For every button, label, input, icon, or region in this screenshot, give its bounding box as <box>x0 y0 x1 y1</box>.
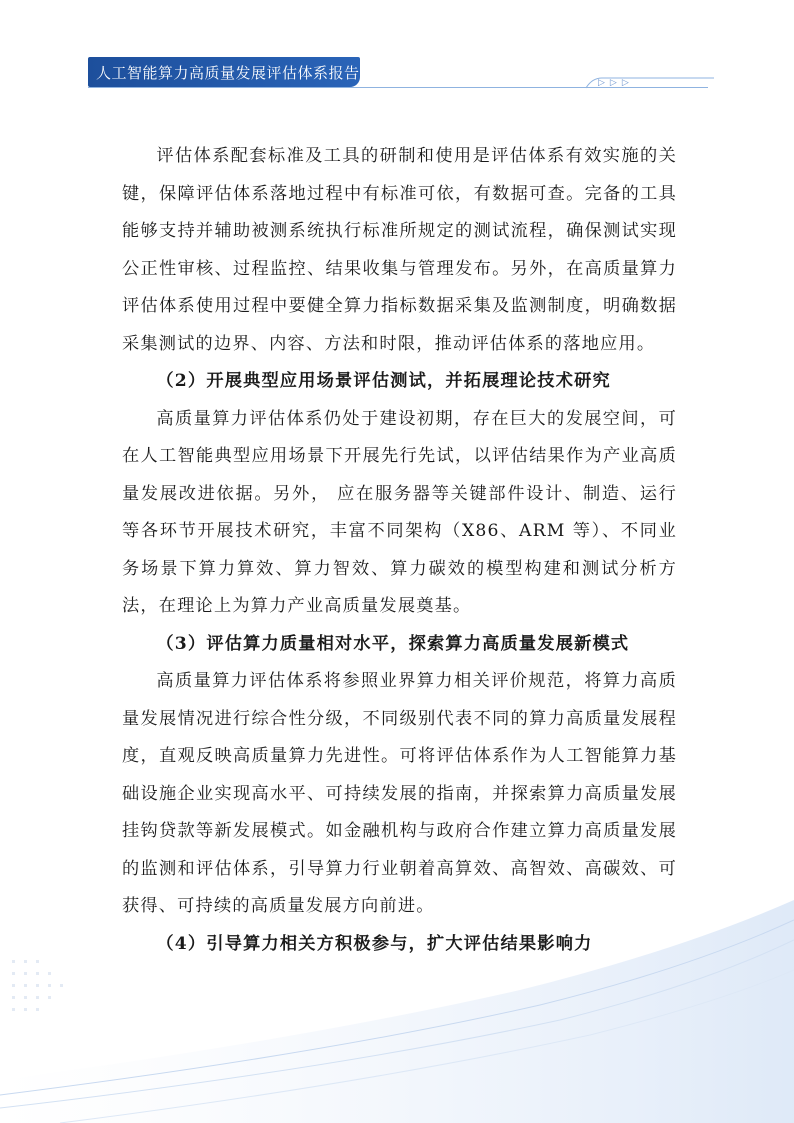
section-heading-4: （4）引导算力相关方积极参与，扩大评估结果影响力 <box>156 933 593 954</box>
header-arrows-icon: ▷▷▷ <box>598 78 634 88</box>
document-body <box>122 138 677 963</box>
section-heading-3: （3）评估算力质量相对水平，探索算力高质量发展新模式 <box>156 633 630 654</box>
report-title: 人工智能算力高质量发展评估体系报告 <box>96 64 360 82</box>
paragraph-application-testing: 高质量算力评估体系仍处于建设初期，存在巨大的发展空间，可在人工智能典型应用场景下开展先行先试，以评估结果作为产业高质量发展改进依据。另外， 应在服务器等关键部件设计、制造、运行等各环节开展技术研究，丰富不同架构（X86、ARM 等）、不同业务场景下算力算效、算力智效、算力碳效的模型构建和测试分析方法，在理论上为算力产业高质量发展奠基。 <box>122 408 677 616</box>
paragraph-quality-level: 高质量算力评估体系将参照业界算力相关评价规范，将算力高质量发展情况进行综合性分级，不同级别代表不同的算力高质量发展程度，直观反映高质量算力先进性。可将评估体系作为人工智能算力基础设施企业实现高水平、可持续发展的指南，并探索算力高质量发展挂钩贷款等新发展模式。如金融机构与政府合作建立算力高质量发展的监测和评估体系，引导算力行业朝着高算效、高智效、高碳效、可获得、可持续的高质量发展方向前进。 <box>122 671 677 916</box>
paragraph-standards-tools: 评估体系配套标准及工具的研制和使用是评估体系有效实施的关键，保障评估体系落地过程中有标准可依，有数据可查。完备的工具能够支持并辅助被测系统执行标准所规定的测试流程，确保测试实现公正性审核、过程监控、结果收集与管理发布。另外，在高质量算力评估体系使用过程中要健全算力指标数据采集及监测制度，明确数据采集测试的边界、内容、方法和时限，推动评估体系的落地应用。 <box>122 146 677 354</box>
section-heading-2: （2）开展典型应用场景评估测试，并拓展理论技术研究 <box>156 371 611 391</box>
